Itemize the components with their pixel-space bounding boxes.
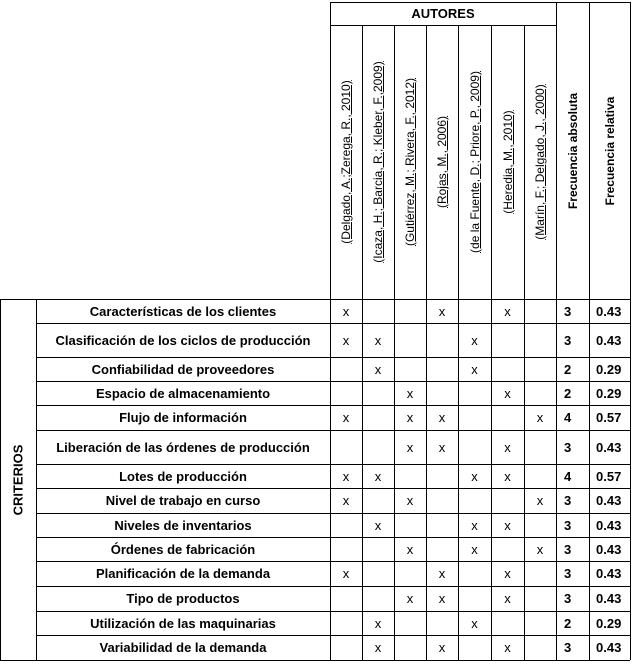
author-mark-cell	[524, 611, 556, 635]
author-mark: x	[406, 591, 414, 606]
frecuencia-relativa-value: 0.43	[596, 566, 622, 581]
author-label: (Delgado, A.;Zerega, R., 2010)	[339, 80, 353, 244]
author-mark-cell	[362, 561, 394, 586]
author-mark: x	[471, 468, 478, 484]
author-header-cell	[362, 25, 394, 299]
author-mark-cell	[524, 513, 556, 537]
frecuencia-absoluta-value: 2	[564, 361, 572, 377]
criterio-name: Clasificación de los ciclos de producción	[55, 332, 311, 348]
criterio-name: Variabilidad de la demanda	[99, 640, 267, 655]
author-mark: x	[504, 303, 511, 319]
author-mark-cell	[524, 323, 556, 357]
frecuencia-relativa-value: 0.43	[596, 541, 622, 557]
author-mark-cell	[458, 381, 491, 405]
author-mark: x	[406, 385, 414, 401]
author-label: (Gutiérrez, M.; Rivera, F., 2012)	[403, 77, 417, 247]
author-mark-cell	[394, 357, 426, 381]
frecuencia-relativa-value: 0.43	[596, 493, 622, 508]
author-mark: x	[471, 361, 478, 377]
author-mark-cell	[330, 586, 362, 611]
author-mark-cell	[330, 513, 362, 537]
frecuencia-absoluta-value: 3	[564, 332, 572, 348]
author-mark-cell	[458, 561, 491, 586]
author-mark-cell	[524, 357, 556, 381]
author-mark-cell	[330, 357, 362, 381]
frecuencia-absoluta-value: 3	[564, 640, 572, 655]
frecuencia-absoluta-value: 2	[564, 385, 572, 401]
author-header-cell	[524, 25, 556, 299]
author-mark-cell	[491, 611, 524, 635]
author-mark: x	[504, 640, 511, 655]
author-mark: x	[471, 332, 478, 348]
author-mark-cell	[394, 611, 426, 635]
author-mark-cell	[426, 488, 458, 513]
author-mark-cell	[362, 537, 394, 561]
author-mark: x	[438, 566, 446, 581]
author-label: (Rojas, M., 2006)	[435, 115, 449, 209]
author-mark-cell	[394, 513, 426, 537]
author-mark-cell	[524, 561, 556, 586]
author-mark: x	[438, 303, 446, 319]
author-mark: x	[504, 385, 511, 401]
author-mark-cell	[426, 464, 458, 488]
author-mark-cell	[524, 299, 556, 323]
frecuencia-relativa-value: 0.43	[596, 591, 622, 606]
author-header-cell	[458, 25, 491, 299]
author-mark-cell	[426, 323, 458, 357]
author-mark: x	[342, 332, 350, 348]
author-mark: x	[374, 332, 382, 348]
author-mark-cell	[458, 430, 491, 464]
frecuencia-relativa-header	[589, 2, 630, 299]
author-mark-cell	[362, 381, 394, 405]
author-mark-cell	[458, 488, 491, 513]
author-mark-cell	[394, 299, 426, 323]
frecuencia-absoluta-value: 4	[564, 410, 572, 425]
frecuencia-relativa-value: 0.43	[596, 303, 622, 319]
author-mark-cell	[524, 635, 556, 660]
author-mark-cell	[524, 430, 556, 464]
criterio-name: Confiabilidad de proveedores	[91, 361, 275, 377]
criterio-name: Espacio de almacenamiento	[95, 385, 271, 401]
author-mark-cell	[524, 586, 556, 611]
author-mark-cell	[491, 357, 524, 381]
author-mark: x	[342, 410, 350, 425]
frecuencia-absoluta-value: 3	[564, 517, 572, 533]
frecuencia-relativa-value: 0.57	[596, 468, 622, 484]
author-header-cell	[426, 25, 458, 299]
author-mark: x	[536, 541, 544, 557]
author-mark: x	[504, 468, 511, 484]
author-mark: x	[374, 361, 382, 377]
criterios-column	[0, 299, 36, 660]
author-mark: x	[471, 541, 478, 557]
author-mark-cell	[491, 323, 524, 357]
autores-header: AUTORES	[411, 6, 475, 21]
author-mark-cell	[524, 381, 556, 405]
author-mark: x	[504, 591, 511, 606]
author-mark: x	[471, 615, 478, 631]
author-mark-cell	[330, 430, 362, 464]
criterio-name: Planificación de la demanda	[95, 566, 271, 581]
author-mark: x	[374, 615, 382, 631]
frecuencia-absoluta-value: 3	[564, 591, 572, 606]
author-mark: x	[406, 493, 414, 508]
author-mark: x	[504, 517, 511, 533]
author-mark: x	[438, 439, 446, 455]
author-mark-cell	[330, 611, 362, 635]
frecuencia-relativa-value: 0.29	[596, 361, 622, 377]
author-mark: x	[471, 517, 478, 533]
criterios-label: CRITERIOS	[10, 444, 26, 515]
author-mark: x	[374, 640, 382, 655]
frecuencia-absoluta-value: 3	[564, 493, 572, 508]
author-label: (Marín, F.; Delgado, J., 2000)	[533, 84, 547, 240]
author-mark: x	[504, 566, 511, 581]
author-mark-cell	[426, 537, 458, 561]
frecuencia-relativa-value: 0.29	[596, 385, 622, 401]
author-mark: x	[342, 493, 350, 508]
author-mark: x	[406, 439, 414, 455]
author-mark: x	[374, 517, 382, 533]
author-mark-cell	[394, 464, 426, 488]
author-mark-cell	[426, 357, 458, 381]
author-header-cell	[491, 25, 524, 299]
author-mark-cell	[330, 381, 362, 405]
frecuencia-relativa-value: 0.43	[596, 517, 622, 533]
frecuencia-relativa-value: 0.57	[596, 410, 622, 425]
frecuencia-absoluta-header-label: Frecuencia absoluta	[565, 92, 580, 209]
frecuencia-relativa-value: 0.43	[596, 640, 622, 655]
criterio-name: Tipo de productos	[126, 591, 240, 606]
author-mark: x	[536, 493, 544, 508]
frecuencia-absoluta-value: 3	[564, 566, 572, 581]
author-mark: x	[438, 591, 446, 606]
criterio-name: Órdenes de fabricación	[110, 541, 256, 557]
author-mark: x	[438, 640, 446, 655]
criterio-name: Liberación de las órdenes de producción	[56, 439, 310, 455]
author-mark-cell	[491, 537, 524, 561]
frecuencia-absoluta-value: 3	[564, 541, 572, 557]
author-mark-cell	[524, 464, 556, 488]
author-mark: x	[536, 410, 544, 425]
author-mark-cell	[330, 537, 362, 561]
author-mark-cell	[394, 561, 426, 586]
author-mark-cell	[362, 586, 394, 611]
author-mark: x	[406, 410, 414, 425]
author-mark-cell	[458, 586, 491, 611]
criterio-name: Nivel de trabajo en curso	[105, 493, 261, 508]
criterio-name: Características de los clientes	[89, 303, 277, 319]
author-mark-cell	[394, 635, 426, 660]
author-header-cell	[394, 25, 426, 299]
author-mark-cell	[426, 381, 458, 405]
criterio-name: Lotes de producción	[119, 468, 247, 484]
author-mark-cell	[491, 405, 524, 430]
author-mark: x	[342, 566, 350, 581]
author-label: (Heredia, M., 2010)	[500, 110, 515, 214]
author-mark-cell	[458, 635, 491, 660]
frecuencia-absoluta-value: 4	[564, 468, 572, 484]
criterio-name: Utilización de las maquinarias	[90, 615, 276, 631]
author-mark-cell	[458, 405, 491, 430]
author-mark-cell	[362, 488, 394, 513]
frecuencia-relativa-value: 0.29	[596, 615, 622, 631]
author-mark: x	[406, 541, 414, 557]
author-mark-cell	[362, 405, 394, 430]
author-mark-cell	[330, 635, 362, 660]
frecuencia-relativa-value: 0.43	[596, 332, 622, 348]
author-mark-cell	[458, 299, 491, 323]
author-mark: x	[504, 439, 511, 455]
author-mark: x	[438, 410, 446, 425]
author-mark-cell	[426, 513, 458, 537]
author-mark-cell	[426, 611, 458, 635]
author-mark: x	[342, 303, 350, 319]
frecuencia-relativa-header-label: Frecuencia relativa	[602, 96, 617, 205]
frecuencia-absoluta-header	[556, 2, 589, 299]
criterio-name: Flujo de información	[119, 410, 247, 425]
author-mark-cell	[394, 323, 426, 357]
frecuencia-absoluta-value: 2	[564, 615, 572, 631]
author-label: (de la Fuente, D.; Priore, P., 2009)	[467, 71, 482, 253]
author-label: (Icaza, H.; Barcia, R.; Kleber, F.,2009)	[371, 61, 385, 263]
author-header-cell	[330, 25, 362, 299]
frecuencia-absoluta-value: 3	[564, 439, 572, 455]
author-mark-cell	[362, 430, 394, 464]
frecuencia-relativa-value: 0.43	[596, 439, 622, 455]
frecuencia-absoluta-value: 3	[564, 303, 572, 319]
criterio-name: Niveles de inventarios	[114, 517, 252, 533]
author-mark: x	[342, 468, 350, 484]
author-mark-cell	[491, 488, 524, 513]
author-mark: x	[374, 468, 382, 484]
author-mark-cell	[362, 299, 394, 323]
